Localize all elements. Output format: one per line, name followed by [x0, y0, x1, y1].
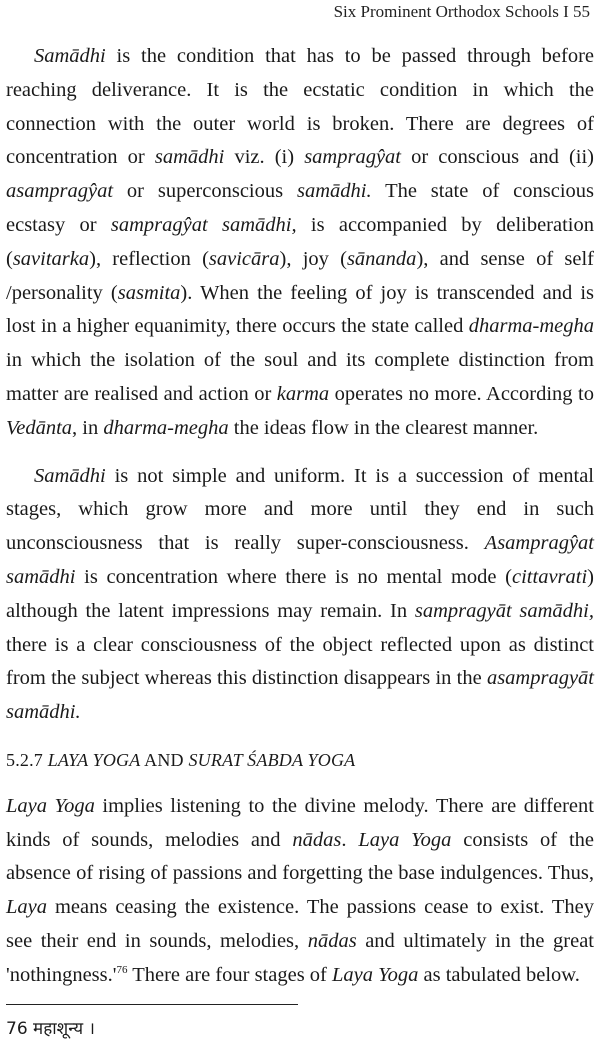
text: is accompanied by deliberation ( — [6, 213, 594, 270]
footnote — [6, 1016, 95, 1039]
term: nādas — [307, 929, 357, 952]
text: or conscious and (ii) — [401, 146, 594, 169]
term: Samādhi — [34, 45, 106, 67]
text: consists of the absence of rising of passions and forgetting the base indulgences. Thus, — [6, 828, 594, 885]
text: is concentration where there is no mental mode ( — [75, 565, 513, 588]
term: asampragyāt samādhi. — [6, 667, 594, 724]
text: , in — [72, 416, 104, 439]
section-number: 5.2.7 — [6, 749, 48, 770]
text: in which the isolation of the soul and its complete distinction from matter are realised and action or — [6, 349, 594, 405]
text: there is a clear consciousness of the object reflected upon as distinct from the subject whereas this distinction disappears in the — [6, 633, 594, 690]
body-text — [6, 40, 594, 1007]
paragraph-samadhi-definition — [6, 40, 594, 446]
text: The state of conscious ecstasy or — [6, 180, 594, 236]
term: karma — [276, 382, 330, 405]
text: ), and sense of self /personality ( — [6, 247, 594, 304]
term: Vedānta — [6, 416, 73, 439]
term: sasmita — [117, 281, 181, 304]
text: is not simple and uniform. It is a succession of mental stages, which grow more and more until they end in such unconsciousness that is really super-consciousness. — [6, 464, 594, 555]
footnote-text: महाशून्य । — [27, 1019, 95, 1039]
term: cittavrati — [512, 565, 588, 588]
text: ), reflection ( — [89, 247, 209, 270]
text: is the condition that has to be passed through before reaching deliverance. It is the ecstatic condition in which the connection with the outer world is broken. There are degrees of concentration or — [6, 45, 594, 169]
text: and ultimately in the great 'nothingness.' — [6, 929, 594, 986]
paragraph-samadhi-stages — [6, 460, 594, 730]
section-heading — [6, 744, 594, 778]
paragraph-laya-yoga — [6, 790, 594, 993]
text: implies listening to the divine melody. There are different kinds of sounds, melodies and — [6, 794, 594, 851]
text: There are four stages of — [127, 963, 332, 986]
term: sampragŷat — [304, 146, 401, 169]
term: Laya Yoga — [6, 794, 95, 817]
heading-term: LAYA YOGA — [47, 749, 141, 770]
term: Laya — [6, 896, 47, 919]
text: ). When the feeling of joy is transcended and is lost in a higher equanimity, there occurs the state called — [6, 281, 594, 338]
term: Asampragŷat samādhi — [6, 532, 594, 588]
text: means ceasing the existence. The passions cease to exist. They see their end in sounds, melodies, — [6, 896, 594, 952]
term: sānanda — [346, 247, 417, 270]
footnote-reference[interactable]: 76 — [116, 963, 128, 976]
term: asampragŷat — [6, 180, 114, 203]
footnote-number: 76 — [6, 1019, 28, 1039]
text: viz. (i) — [224, 146, 305, 169]
text: the ideas flow in the clearest manner. — [228, 416, 539, 439]
term: Laya Yoga — [358, 828, 452, 851]
text: or superconscious — [113, 180, 297, 203]
running-header: Six Prominent Orthodox Schools I 55 — [333, 2, 590, 21]
text: . — [341, 828, 359, 851]
footnote-divider — [6, 1004, 298, 1005]
term: sampragyāt samādhi, — [414, 599, 594, 622]
term: dharma-megha — [468, 315, 594, 338]
heading-term: SURAT ŚABDA YOGA — [188, 749, 356, 770]
text: as tabulated below. — [418, 963, 580, 986]
term: savicāra — [208, 247, 280, 270]
term: Samādhi — [34, 464, 106, 487]
heading-text: AND — [140, 749, 189, 770]
text: ) although the latent impressions may remain. In — [6, 565, 594, 622]
text: ), joy ( — [279, 247, 347, 270]
term: samādhi — [154, 146, 225, 169]
term: Laya Yoga — [332, 963, 419, 986]
term: savitarka — [12, 247, 90, 270]
term: sampragŷat samādhi, — [110, 213, 297, 236]
term: samādhi. — [296, 180, 372, 203]
text: operates no more. According to — [329, 382, 594, 405]
term: nādas — [292, 828, 342, 851]
term: dharma-megha — [103, 416, 229, 439]
